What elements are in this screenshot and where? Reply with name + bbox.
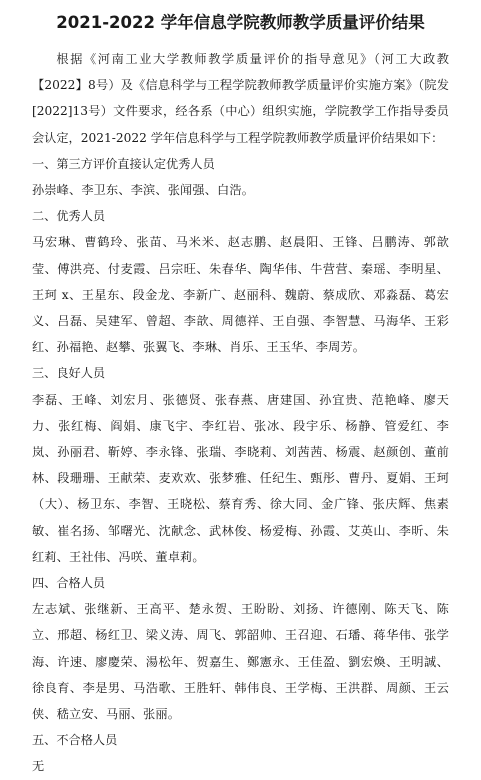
name-list: 无 bbox=[32, 759, 45, 774]
section-excellent bbox=[32, 203, 449, 360]
section-unqualified bbox=[32, 727, 449, 779]
section-heading: 四、合格人员 bbox=[32, 576, 106, 591]
section-heading: 二、优秀人员 bbox=[32, 209, 106, 224]
section-good bbox=[32, 360, 449, 570]
section-qualified bbox=[32, 570, 449, 727]
name-list: 马宏琳、曹鹤玲、张苗、马米米、赵志鹏、赵晨阳、王锋、吕鹏涛、郭歆莹、傅洪亮、付麦霞、吕宗旺、朱春华、陶华伟、牛营营、秦瑶、李明星、王珂 x、王星东、段金龙、李新广、赵丽科、魏蔚、蔡成欣、邓淼磊、葛宏义、吕磊、吴建军、曾超、李歆、周德祥、王自强、李智慧、马海华、王彩红、孙福艳、赵攀、张翼飞、李琳、肖乐、王玉华、李周芳。 bbox=[32, 235, 449, 355]
section-heading: 三、良好人员 bbox=[32, 366, 106, 381]
name-list: 孙崇峰、李卫东、李滨、张闻强、白浩。 bbox=[32, 183, 255, 198]
document-title: 2021-2022 学年信息学院教师教学质量评价结果 bbox=[56, 13, 425, 32]
intro-paragraph: 根据《河南工业大学教师教学质量评价的指导意见》（河工大政教【2022】8号）及《信息科学与工程学院教师教学质量评价实施方案》（院发[2022]13号）文件要求，经各系（中心）组织实施，学院教学工作指导委员会认定，2021-2022 学年信息科学与工程学院教师教学质量评价结果如下： bbox=[32, 52, 449, 145]
section-heading: 一、第三方评价直接认定优秀人员 bbox=[32, 156, 215, 171]
name-list: 左志斌、张继新、王高平、楚永贺、王盼盼、刘扬、许德刚、陈天飞、陈立、邢超、杨红卫、梁义涛、周飞、郭韶帅、王召迎、石璠、蒋华伟、张学海、许速、廖慶荣、湯松年、贺嘉生、鄭憲永、王佳盈、劉宏煥、王明誠、徐良育、李是男、马浩歌、王胜轩、韩伟良、王学梅、王洪群、周颜、王云侠、嵇立安、马丽、张丽。 bbox=[32, 602, 449, 722]
section-first-party bbox=[32, 151, 449, 203]
section-heading: 五、不合格人员 bbox=[32, 733, 118, 748]
name-list: 李磊、王峰、刘宏月、张德贤、张春燕、唐建国、孙宜贵、范艳峰、廖天力、张红梅、阎娟、康飞宇、李红岩、张冰、段宇乐、杨静、管爱红、李岚、孙丽君、靳婷、李永锋、张瑞、李晓莉、刘茜茜、杨震、赵颜创、董前林、段珊珊、王献荣、麦欢欢、张梦雅、任纪生、甄彤、曹丹、夏娟、王珂（大）、杨卫东、李智、王晓松、蔡育秀、徐大同、金广锋、张庆辉、焦素敏、崔名扬、邹曙光、沈献念、武林俊、杨爱梅、孙霞、艾英山、李昕、朱红莉、王社伟、冯咲、董卓莉。 bbox=[32, 392, 449, 564]
